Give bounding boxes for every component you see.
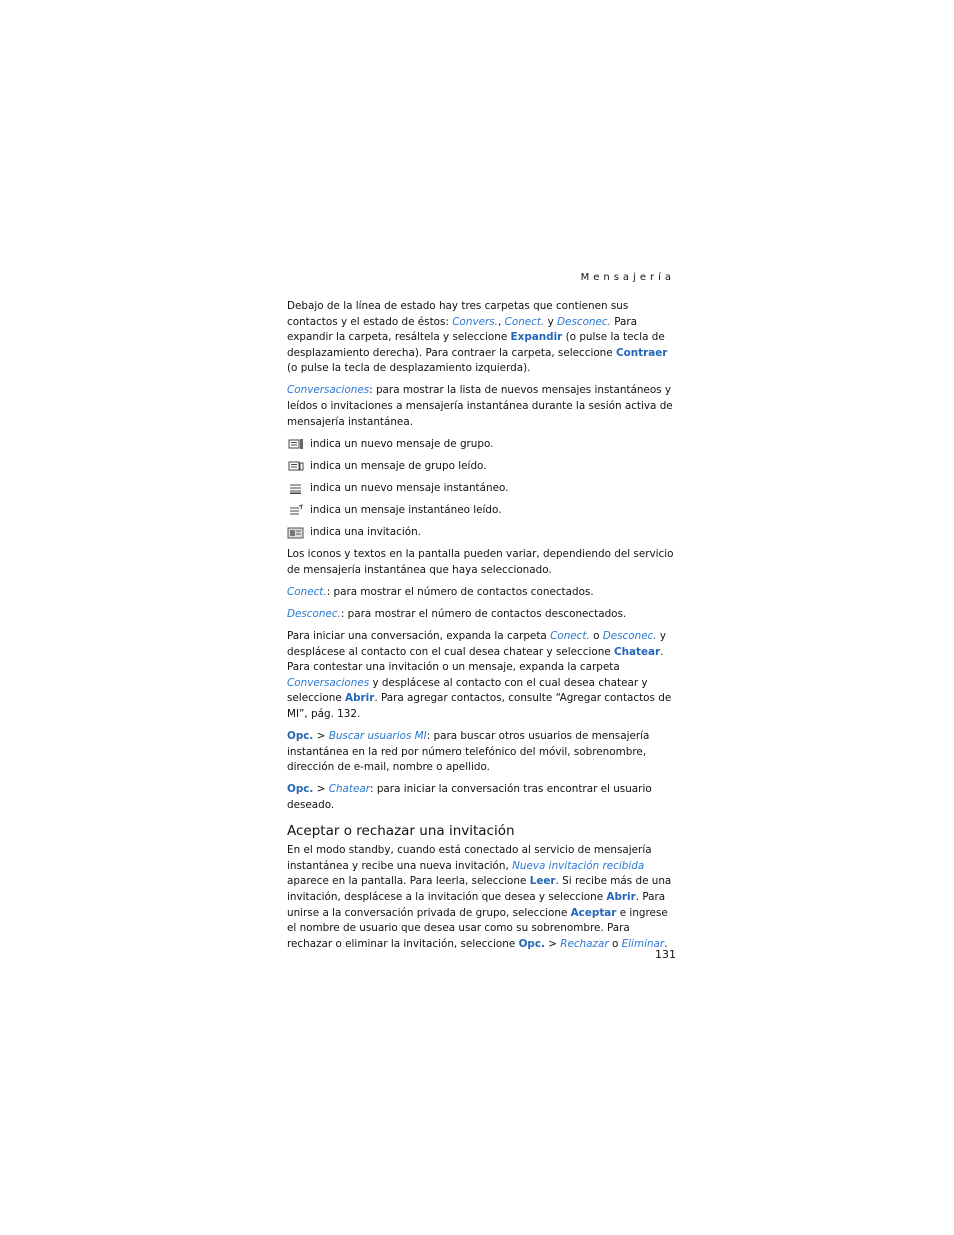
paragraph-chatear	[287, 782, 677, 813]
text: . Para contestar una invitación o un mensaje, expanda la carpeta	[287, 645, 664, 674]
term-conect: Conect.	[504, 315, 545, 328]
separator: >	[544, 937, 561, 950]
command-opc: Opc.	[287, 730, 314, 743]
term-rechazar: Rechazar	[560, 937, 609, 950]
text: o	[589, 630, 603, 643]
term-eliminar: Eliminar	[621, 937, 665, 950]
text: : para iniciar la conversación tras encontrar el usuario deseado.	[287, 783, 652, 812]
command-abrir: Abrir	[606, 891, 636, 903]
command-aceptar: Aceptar	[570, 906, 617, 919]
text: : para mostrar la lista de nuevos mensajes instantáneos y leídos o invitaciones a mensajería instantánea durante la sesión activa de mensajería instantánea.	[287, 384, 673, 428]
text: Para iniciar una conversación, expanda la carpeta	[287, 630, 551, 643]
paragraph-conect	[287, 585, 677, 601]
term-conversaciones: Conversaciones	[287, 676, 370, 689]
text: . Para agregar contactos, consulte “Agregar contactos de MI”, pág. 132.	[287, 692, 672, 721]
term-nueva-invitacion: Nueva invitación recibida	[512, 859, 645, 872]
separator: >	[313, 730, 329, 743]
text: y desplácese al contacto con el cual desea chatear y seleccione	[287, 630, 667, 658]
text: Los iconos y textos en la pantalla pueden variar, dependiendo del servicio de mensajería instantánea que haya seleccionado.	[287, 548, 674, 576]
icon-desc: indica un mensaje instantáneo leído.	[310, 504, 502, 517]
icon-row-new-group	[287, 437, 677, 453]
page-number: 131	[655, 948, 676, 961]
text: (o pulse la tecla de desplazamiento derecha). Para contraer la carpeta, seleccione	[287, 331, 665, 359]
paragraph-folders	[287, 299, 677, 377]
text: y	[544, 315, 558, 328]
paragraph-desconec	[287, 607, 677, 623]
paragraph-buscar	[287, 729, 677, 776]
command-expandir: Expandir	[510, 331, 563, 344]
running-header: Mensajería	[580, 272, 675, 283]
icon-row-read-instant	[287, 503, 677, 519]
icon-row-new-instant	[287, 481, 677, 497]
term-convers: Convers.	[452, 315, 498, 328]
icon-desc: indica una invitación.	[310, 526, 421, 539]
text: : para mostrar el número de contactos desconectados.	[340, 608, 627, 620]
term-conect: Conect.	[550, 630, 590, 643]
paragraph-icons-note	[287, 547, 677, 578]
command-leer: Leer	[529, 875, 556, 888]
term-chatear: Chatear	[328, 783, 371, 796]
section-heading: Aceptar o rechazar una invitación	[287, 822, 515, 839]
text: e ingrese el nombre de usuario que desea usar como su sobrenombre. Para rechazar o eliminar la invitación, seleccione	[287, 906, 668, 950]
term-desconec: Desconec.	[287, 608, 341, 620]
command-opc: Opc.	[518, 937, 545, 950]
text: aparece en la pantalla. Para leerla, seleccione	[287, 875, 530, 888]
separator: >	[313, 783, 329, 796]
text: : para buscar otros usuarios de mensajería instantánea en la red por número telefónico del móvil, sobrenombre, dirección de e-mail, nombre o apellido.	[287, 730, 650, 774]
new-instant-message-icon	[287, 482, 305, 495]
icon-row-invitation	[287, 525, 677, 541]
term-conect: Conect.	[287, 585, 327, 598]
text: . Para unirse a la conversación privada de grupo, seleccione	[287, 891, 666, 919]
term-desconec: Desconec.	[557, 315, 611, 328]
text: Para expandir la carpeta, resáltela y seleccione	[287, 315, 638, 344]
command-contraer: Contraer	[615, 346, 668, 359]
text: y desplácese al contacto con el cual desea chatear y seleccione	[287, 676, 648, 705]
paragraph-invitacion	[287, 843, 677, 952]
text: : para mostrar el número de contactos conectados.	[326, 585, 594, 598]
read-group-message-icon	[287, 460, 305, 473]
text: . Si recibe más de una invitación, desplácese a la invitación que desea y seleccione	[287, 875, 672, 903]
new-group-message-icon	[287, 438, 305, 451]
paragraph-iniciar	[287, 629, 677, 723]
page-body	[287, 299, 677, 959]
text: o	[608, 937, 622, 950]
read-instant-message-icon	[287, 504, 305, 517]
term-conversaciones: Conversaciones	[287, 384, 370, 397]
term-desconec: Desconec.	[602, 630, 657, 643]
icon-desc: indica un nuevo mensaje instantáneo.	[310, 481, 509, 494]
text: ,	[497, 315, 505, 328]
command-abrir: Abrir	[345, 692, 375, 705]
icon-desc: indica un mensaje de grupo leído.	[310, 459, 487, 472]
text: En el modo standby, cuando está conectado al servicio de mensajería instantánea y recibe una nueva invitación,	[287, 844, 652, 872]
invitation-icon	[287, 526, 305, 539]
icon-desc: indica un nuevo mensaje de grupo.	[310, 437, 494, 450]
text: .	[664, 937, 668, 950]
command-opc: Opc.	[287, 783, 314, 796]
term-buscar: Buscar usuarios MI	[328, 730, 427, 743]
command-chatear: Chatear	[614, 645, 661, 658]
paragraph-conversaciones	[287, 383, 677, 430]
text: Debajo de la línea de estado hay tres carpetas que contienen sus contactos y el estado de éstos:	[287, 300, 629, 328]
text: (o pulse la tecla de desplazamiento izquierda).	[287, 362, 531, 375]
icon-row-read-group	[287, 459, 677, 475]
